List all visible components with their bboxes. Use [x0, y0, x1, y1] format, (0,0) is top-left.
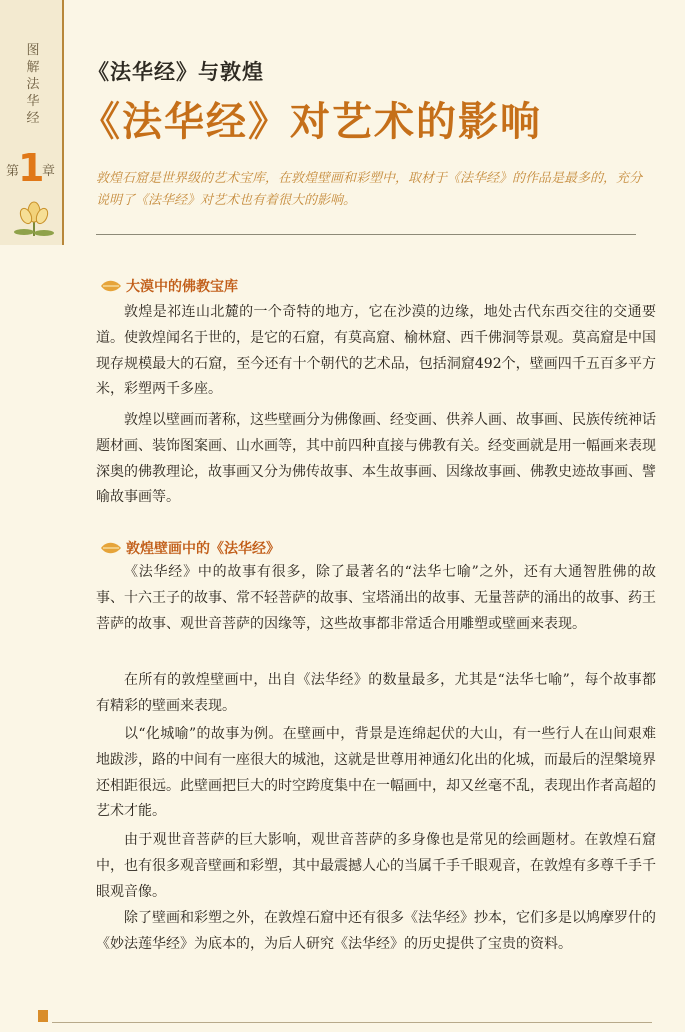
paragraph: 《法华经》中的故事有很多，除了最著名的“法华七喻”之外，还有大通智胜佛的故事、十六王子的故事、常不轻菩萨的故事、宝塔涌出的故事、无量菩萨的涌出的故事、药王菩萨的故事、观世音菩萨的因缘等，这些故事都非常适合用雕塑或壁画来表现。: [96, 564, 656, 632]
chapter-number: 1: [18, 146, 45, 190]
paragraph: 敦煌以壁画而著称，这些壁画分为佛像画、经变画、供养人画、故事画、民族传统神话题材画、装饰图案画、山水画等，其中前四种直接与佛教有关。经变画就是用一幅画来表现深奥的佛教理论，故事画又分为佛传故事、本生故事画、因缘故事画、佛教史迹故事画、譬喻故事画等。: [96, 412, 656, 506]
leaf-icon: [100, 279, 122, 293]
book-title-vertical: [22, 42, 44, 127]
chapter-marker: [4, 146, 60, 190]
lotus-icon: [12, 196, 56, 238]
intro-text: 敦煌石窟是世界级的艺术宝库，在敦煌壁画和彩塑中，取材于《法华经》的作品是最多的，充分说明了《法华经》对艺术也有着很大的影响。: [96, 171, 643, 208]
section-heading-1-text: 大漠中的佛教宝库: [126, 279, 238, 295]
paragraph: 以“化城喻”的故事为例。在壁画中，背景是连绵起伏的大山，有一些行人在山间艰难地跋涉，路的中间有一座很大的城池，这就是世尊用神通幻化出的化城，而最后的涅槃境界还相距很远。此壁画把巨大的时空跨度集中在一幅画中，却又丝毫不乱，表现出作者高超的艺术才能。: [96, 726, 656, 820]
chapter-prefix: 第: [6, 164, 20, 179]
divider: [96, 234, 636, 235]
chapter-suffix: 章: [42, 164, 56, 179]
paragraph: 由于观世音菩萨的巨大影响，观世音菩萨的多身像也是常见的绘画题材。在敦煌石窟中，也有很多观音壁画和彩塑，其中最震撼人心的当属千手千眼观音，在敦煌有多尊千手千眼观音像。: [96, 832, 656, 900]
footer-divider: [52, 1022, 652, 1023]
page-number-marker: [38, 1010, 48, 1022]
section-heading-2: [100, 538, 280, 558]
paragraph: 敦煌是祁连山北麓的一个奇特的地方，它在沙漠的边缘，地处古代东西交往的交通要道。使敦煌闻名于世的，是它的石窟，有莫高窟、榆林窟、西千佛洞等景观。莫高窟是中国现存规模最大的石窟，至今还有十个朝代的艺术品，包括洞窟492个，壁画四千五百多平方米，彩塑两千多座。: [96, 304, 656, 398]
page-title: 《法华经》对艺术的影响: [80, 98, 542, 145]
chapter-sidebar: [0, 0, 64, 245]
section-heading-2-text: 敦煌壁画中的《法华经》: [126, 541, 280, 557]
paragraph: 除了壁画和彩塑之外，在敦煌石窟中还有很多《法华经》抄本，它们多是以鸠摩罗什的《妙法莲华经》为底本的，为后人研究《法华经》的历史提供了宝贵的资料。: [96, 910, 656, 952]
page-subtitle: 《法华经》与敦煌: [88, 59, 264, 84]
section-heading-1: [100, 276, 238, 296]
leaf-icon: [100, 541, 122, 555]
paragraph: 在所有的敦煌壁画中，出自《法华经》的数量最多，尤其是“法华七喻”，每个故事都有精彩的壁画来表现。: [96, 672, 656, 714]
book-title-text: 图 解 法 华 经: [26, 43, 40, 126]
